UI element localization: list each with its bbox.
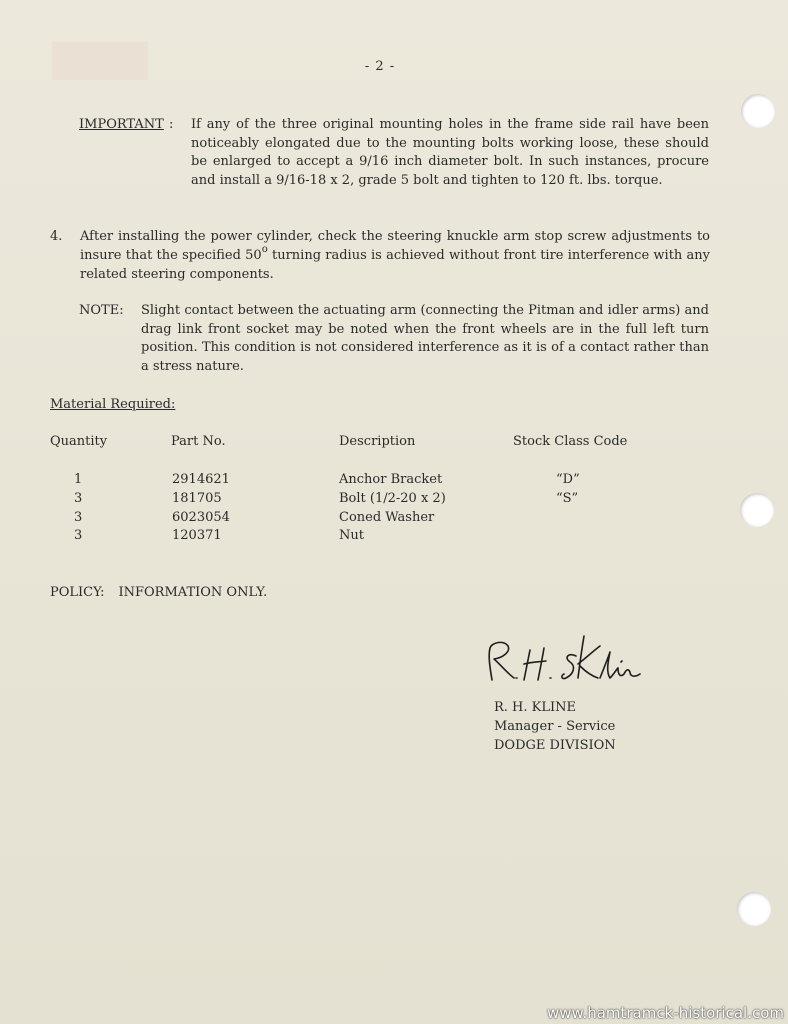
handwritten-signature [480,628,650,690]
step-4-paragraph [50,228,710,285]
punch-hole-middle [740,493,774,527]
policy-label: POLICY: [50,585,105,600]
step-4-text-before: After installing the power cylinder, check the steering knuckle arm stop screw adjustments to insure that the specified 50 [80,229,710,263]
punch-hole-top [741,94,775,128]
policy-value: INFORMATION ONLY. [118,585,268,600]
row-2-description: Bolt (1/2-20 x 2) [339,491,446,506]
important-colon: : [169,117,174,132]
header-description: Description [339,434,416,449]
row-2-code: “S” [556,491,579,506]
step-4-text-after: turning radius is achieved without front tire interference with any related steering components. [80,247,711,282]
signer-name: R. H. KLINE [494,700,576,715]
row-2-quantity: 3 [74,491,83,506]
row-3-part-no: 6023054 [172,510,230,525]
important-text: If any of the three original mounting holes in the frame side rail have been noticeably elongated due to the mounting bolts working loose, these should be enlarged to accept a 9/16 inch diameter bolt. In such instances, procure and install a 9/16-18 x 2, grade 5 bolt and tighten to 120 ft. lbs. torque. [191,117,709,188]
row-1-description: Anchor Bracket [339,472,443,487]
row-1-quantity: 1 [74,472,83,487]
note-label: NOTE: [79,303,124,318]
important-label: IMPORTANT [79,117,164,132]
step-4-text [80,228,710,285]
signer-division: DODGE DIVISION [494,738,616,753]
punch-hole-bottom [737,892,771,926]
website-watermark: www.hamtramck-historical.com [547,1004,784,1022]
material-required-heading: Material Required: [50,397,176,412]
signature-block [494,698,616,755]
row-3-quantity: 3 [74,510,83,525]
policy-line [50,585,267,600]
row-2-part-no: 181705 [172,491,222,506]
row-4-part-no: 120371 [172,528,222,543]
row-4-quantity: 3 [74,528,83,543]
note-paragraph [79,302,709,376]
row-3-description: Coned Washer [339,510,435,525]
note-text: Slight contact between the actuating arm (connecting the Pitman and idler arms) and drag link front socket may be noted when the front wheels are in the full left turn position. This condition is not considered interference as it is of a contact rather than a stress nature. [141,303,709,374]
row-4-description: Nut [339,528,364,543]
header-stock-class-code: Stock Class Code [513,434,628,449]
header-part-no: Part No. [171,434,226,449]
header-quantity: Quantity [50,434,108,449]
signer-title: Manager - Service [494,719,616,734]
page-number: - 2 - [364,59,396,74]
important-paragraph [79,116,709,190]
row-1-code: “D” [556,472,580,487]
row-1-part-no: 2914621 [172,472,230,487]
degree-superscript: o [261,243,268,255]
step-number: 4. [50,229,63,244]
